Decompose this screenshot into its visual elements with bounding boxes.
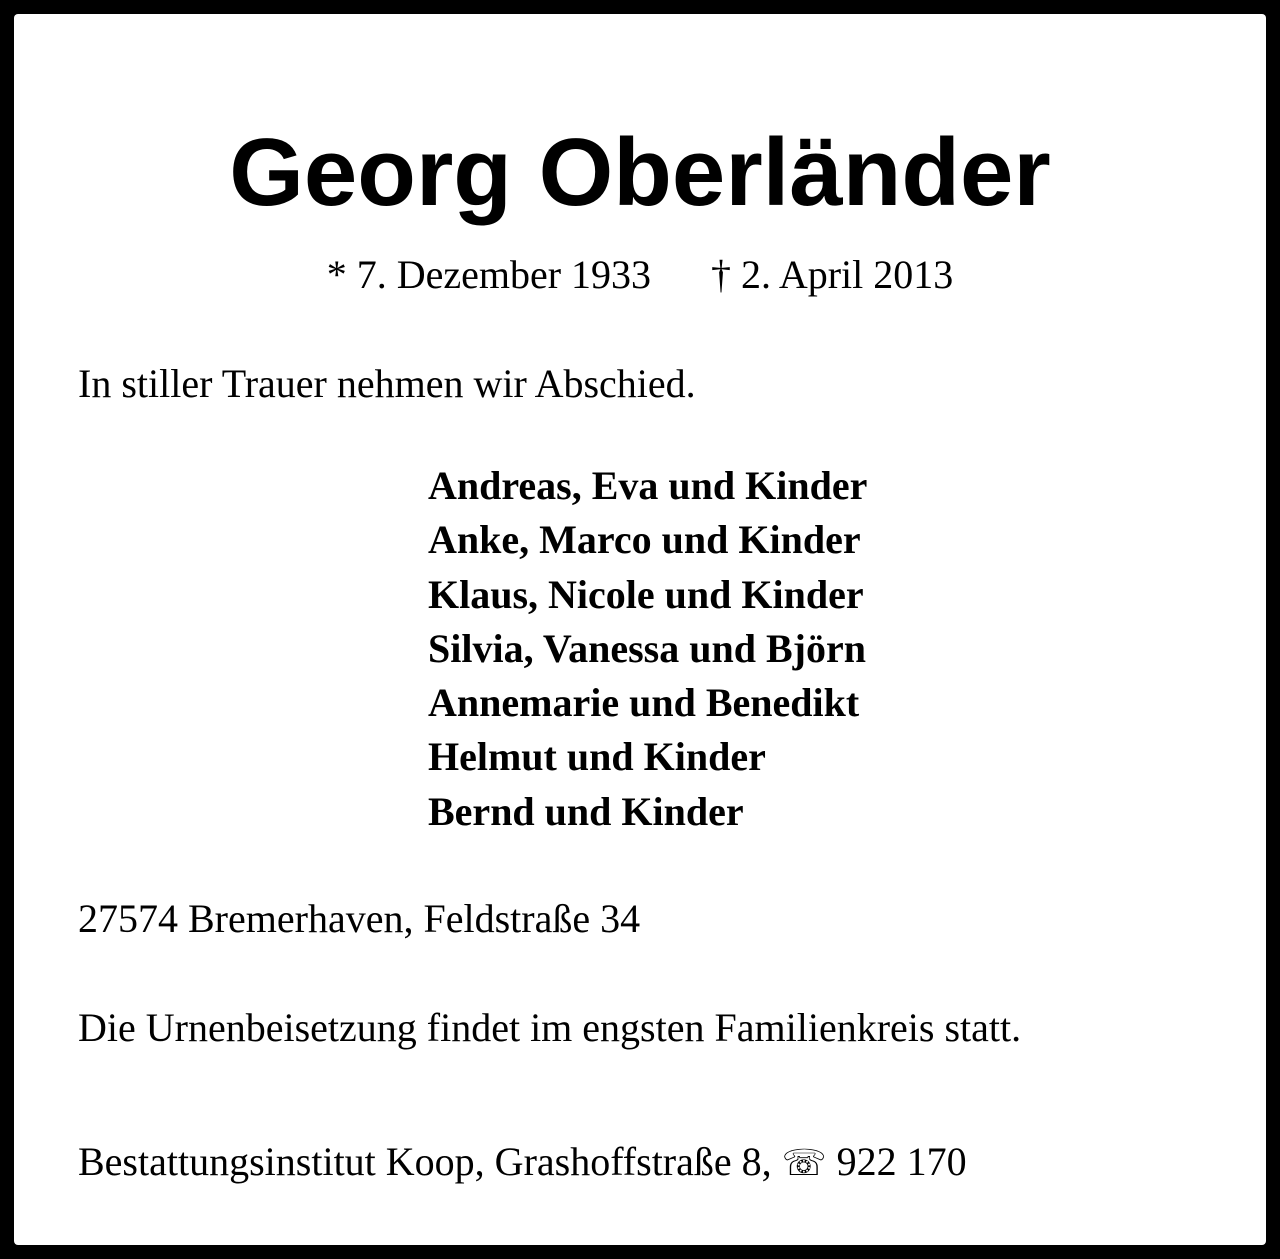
family-member: Andreas, Eva und Kinder [428, 463, 868, 508]
family-member: Bernd und Kinder [428, 788, 744, 834]
family-member: Annemarie und Benedikt [428, 680, 860, 726]
family-list [428, 459, 867, 839]
family-member: Silvia, Vanessa und Björn [428, 625, 866, 671]
undertaker-phone: 922 170 [836, 1139, 967, 1184]
death-date: † 2. April 2013 [711, 252, 954, 297]
burial-notice: Die Urnenbeisetzung findet im engsten Familienkreis statt. [78, 1005, 1022, 1050]
undertaker-text: Bestattungsinstitut Koop, Grashoffstraße 8, [78, 1139, 772, 1184]
intro-text: In stiller Trauer nehmen wir Abschied. [78, 361, 696, 406]
birth-date: * 7. Dezember 1933 [326, 252, 652, 297]
deceased-name: Georg Oberländer [229, 119, 1051, 226]
undertaker-line [78, 1137, 967, 1188]
life-dates [0, 250, 1280, 300]
telephone-icon: ☏ [781, 1143, 827, 1183]
family-member: Anke, Marco und Kinder [428, 517, 861, 563]
family-address: 27574 Bremerhaven, Feldstraße 34 [78, 896, 641, 941]
family-member: Klaus, Nicole und Kinder [428, 571, 864, 617]
family-member: Helmut und Kinder [428, 734, 766, 780]
